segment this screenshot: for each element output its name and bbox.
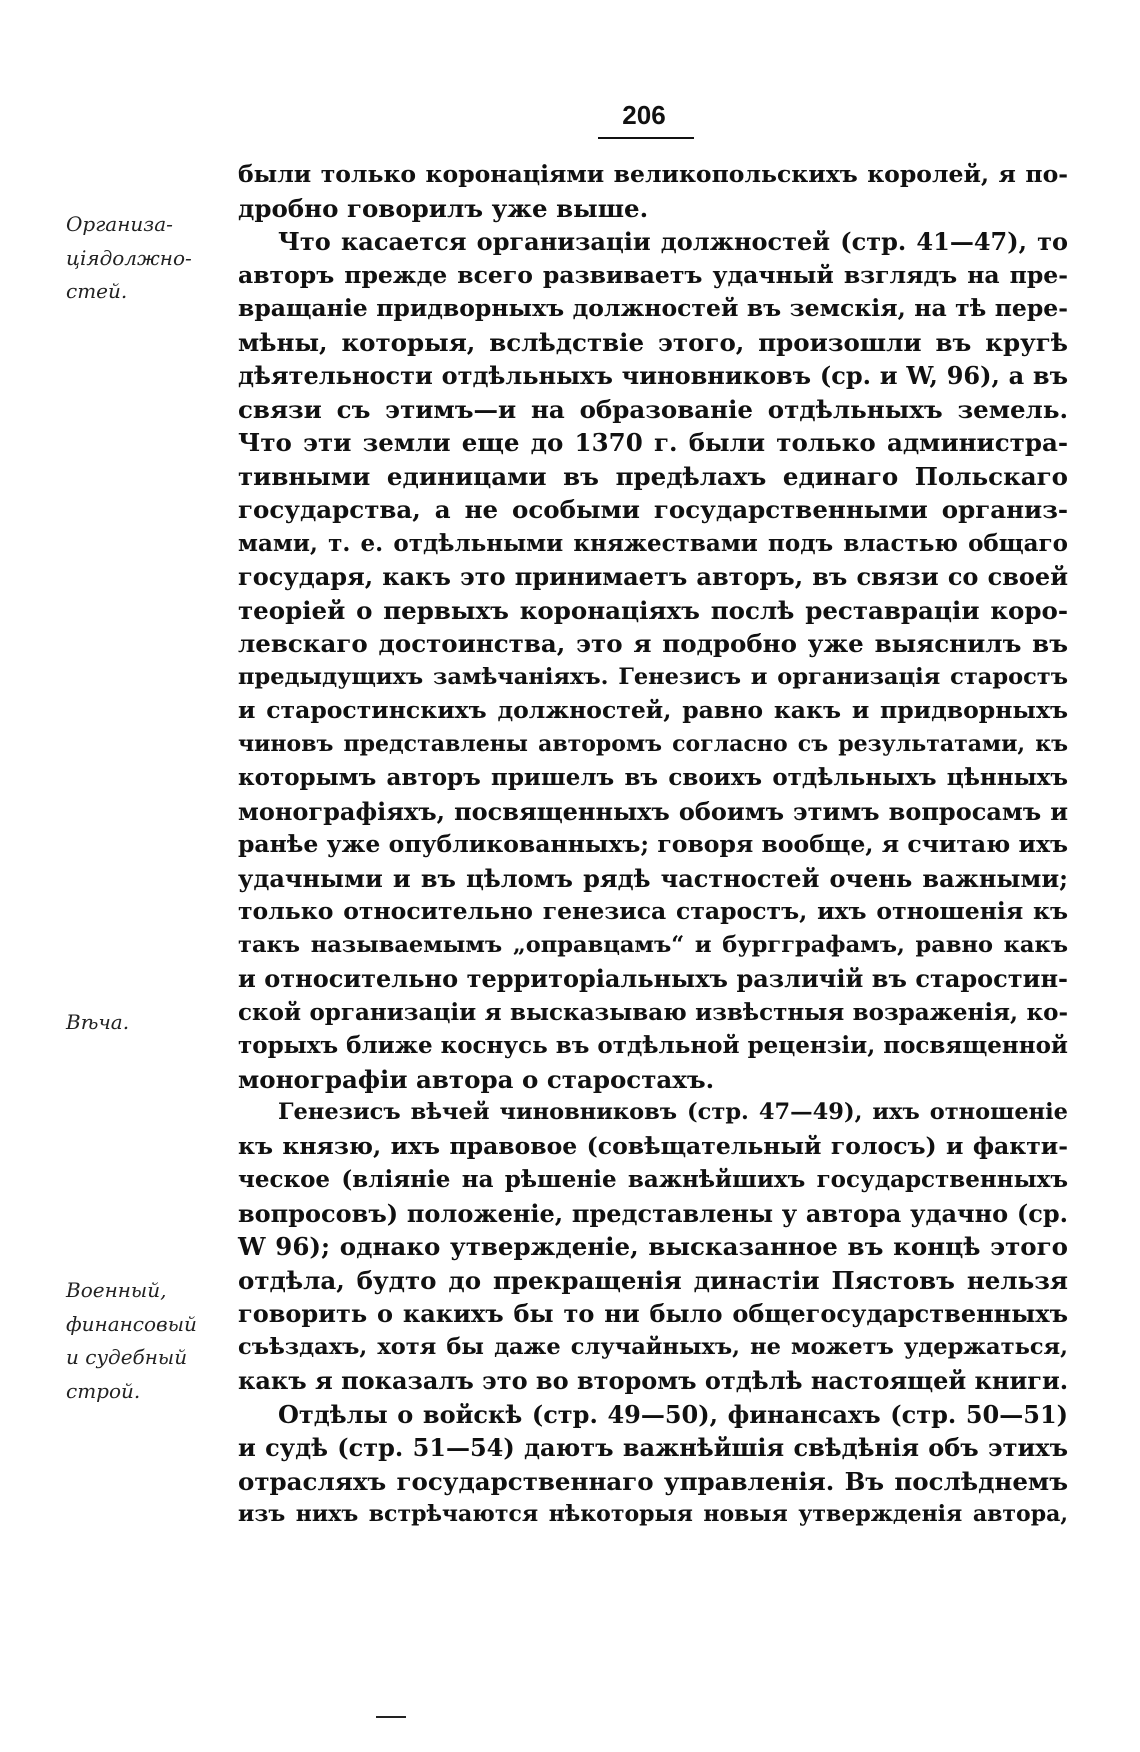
text-line: какъ я показалъ это во второмъ отдѣлѣ настоящей книги. [238, 1366, 1069, 1395]
text-line: къ князю, ихъ правовое (совѣщательный голосъ) и факти- [238, 1131, 1068, 1160]
text-line: мѣны, которыя, вслѣдствіе этого, произошли въ кругѣ [238, 327, 1068, 357]
text-line: и старостинскихъ должностей, равно какъ и придворныхъ [238, 696, 1068, 724]
text-line: Отдѣлы о войскѣ (стр. 49—50), финансахъ (стр. 50—51) [278, 1399, 1068, 1429]
page-number-rule [598, 137, 694, 139]
text-line: и относительно территоріальныхъ различій въ старостин- [238, 964, 1068, 993]
margin-note-military [66, 1274, 236, 1408]
text-line: съѣздахъ, хотя бы даже случайныхъ, не можетъ удержаться, [238, 1333, 1068, 1360]
text-line: Что касается организаціи должностей (стр. 41—47), то [278, 227, 1068, 256]
margin-note-line: и судебный [66, 1345, 188, 1369]
text-line: монографіи автора о старостахъ. [238, 1064, 715, 1094]
margin-note-line: Организа- [66, 212, 173, 236]
text-line: изъ нихъ встрѣчаются нѣкоторыя новыя утвержденія автора, [238, 1501, 1068, 1527]
text-line: W 96); однако утвержденіе, высказанное въ концѣ этого [238, 1232, 1068, 1261]
text-line: такъ называемымъ „оправцамъ“ и бургграфамъ, равно какъ [238, 931, 1068, 958]
text-line: удачными и въ цѣломъ рядѣ частностей очень важными; [238, 863, 1068, 893]
text-line: которымъ авторъ пришелъ въ своихъ отдѣльныхъ цѣнныхъ [238, 764, 1068, 791]
text-line: вращаніе придворныхъ должностей въ земскія, на тѣ пере- [238, 294, 1068, 322]
text-line: ческое (вліяніе на рѣшеніе важнѣйшихъ государственныхъ [238, 1166, 1068, 1193]
text-line: авторъ прежде всего развиваетъ удачный взглядъ на пре- [238, 260, 1068, 289]
text-line: торыхъ ближе коснусь въ отдѣльной рецензіи, посвященной [238, 1032, 1068, 1059]
paragraph-military [238, 1398, 1068, 1532]
margin-note-line: стей. [66, 279, 128, 303]
page-number: 206 [622, 100, 666, 130]
footer-mark [376, 1716, 406, 1718]
text-line: дѣятельности отдѣльныхъ чиновниковъ (ср. и W, 96), а въ [238, 361, 1068, 390]
text-line: говорить о какихъ бы то ни было общегосударственныхъ [238, 1299, 1068, 1328]
paragraph-veche [238, 1096, 1068, 1398]
text-line: ской организаціи я высказываю извѣстныя возраженія, ко- [238, 998, 1068, 1026]
text-line: государя, какъ это принимаетъ авторъ, въ связи со своей [238, 562, 1068, 591]
text-line: мами, т. е. отдѣльными княжествами подъ властью общаго [238, 529, 1068, 557]
paragraph-continuation [238, 158, 1068, 225]
text-line: чиновъ представлены авторомъ согласно съ результатами, къ [238, 730, 1068, 757]
text-line: отрасляхъ государственнаго управленія. Въ послѣднемъ [238, 1466, 1068, 1496]
main-text [238, 158, 1068, 1532]
text-line: дробно говорилъ уже выше. [238, 193, 649, 223]
margin-note-organization [66, 208, 236, 309]
margin-note-line: ціядолжно- [66, 245, 192, 270]
text-line: предыдущихъ замѣчаніяхъ. Генезисъ и организація старостъ [238, 663, 1068, 690]
margin-note-veche [66, 1006, 236, 1040]
text-line: монографіяхъ, посвященныхъ обоимъ этимъ вопросамъ и [238, 796, 1068, 826]
text-line: государства, а не особыми государственными организ- [238, 495, 1068, 524]
margin-note-line: Военный, [66, 1278, 167, 1302]
text-line: были только коронаціями великопольскихъ королей, я по- [238, 160, 1068, 188]
text-line: Генезисъ вѣчей чиновниковъ (стр. 47—49), ихъ отношеніе [278, 1099, 1068, 1125]
margin-note-line: финансовый [66, 1311, 197, 1336]
margin-note-line: строй. [66, 1378, 141, 1403]
text-line: ранѣе уже опубликованныхъ; говоря вообще, я считаю ихъ [238, 830, 1068, 858]
text-line: тивными единицами въ предѣлахъ единаго Польскаго [238, 461, 1068, 491]
text-line: и судѣ (стр. 51—54) даютъ важнѣйшія свѣдѣнія объ этихъ [238, 1433, 1068, 1462]
text-line: связи съ этимъ—и на образованіе отдѣльныхъ земель. [238, 394, 1068, 424]
paragraph-organization [238, 225, 1068, 1096]
text-line: отдѣла, будто до прекращенія династіи Пястовъ нельзя [238, 1265, 1068, 1295]
text-line: левскаго достоинства, это я подробно уже выяснилъ въ [238, 629, 1068, 658]
text-line: вопросовъ) положеніе, представлены у автора удачно (ср. [238, 1198, 1068, 1228]
text-line: теоріей о первыхъ коронаціяхъ послѣ реставраціи коро- [238, 595, 1068, 625]
text-line: только относительно генезиса старостъ, ихъ отношенія къ [238, 897, 1068, 925]
margin-note-line: Вѣча. [66, 1010, 130, 1034]
text-line: Что эти земли еще до 1370 г. были только администра- [238, 428, 1068, 457]
